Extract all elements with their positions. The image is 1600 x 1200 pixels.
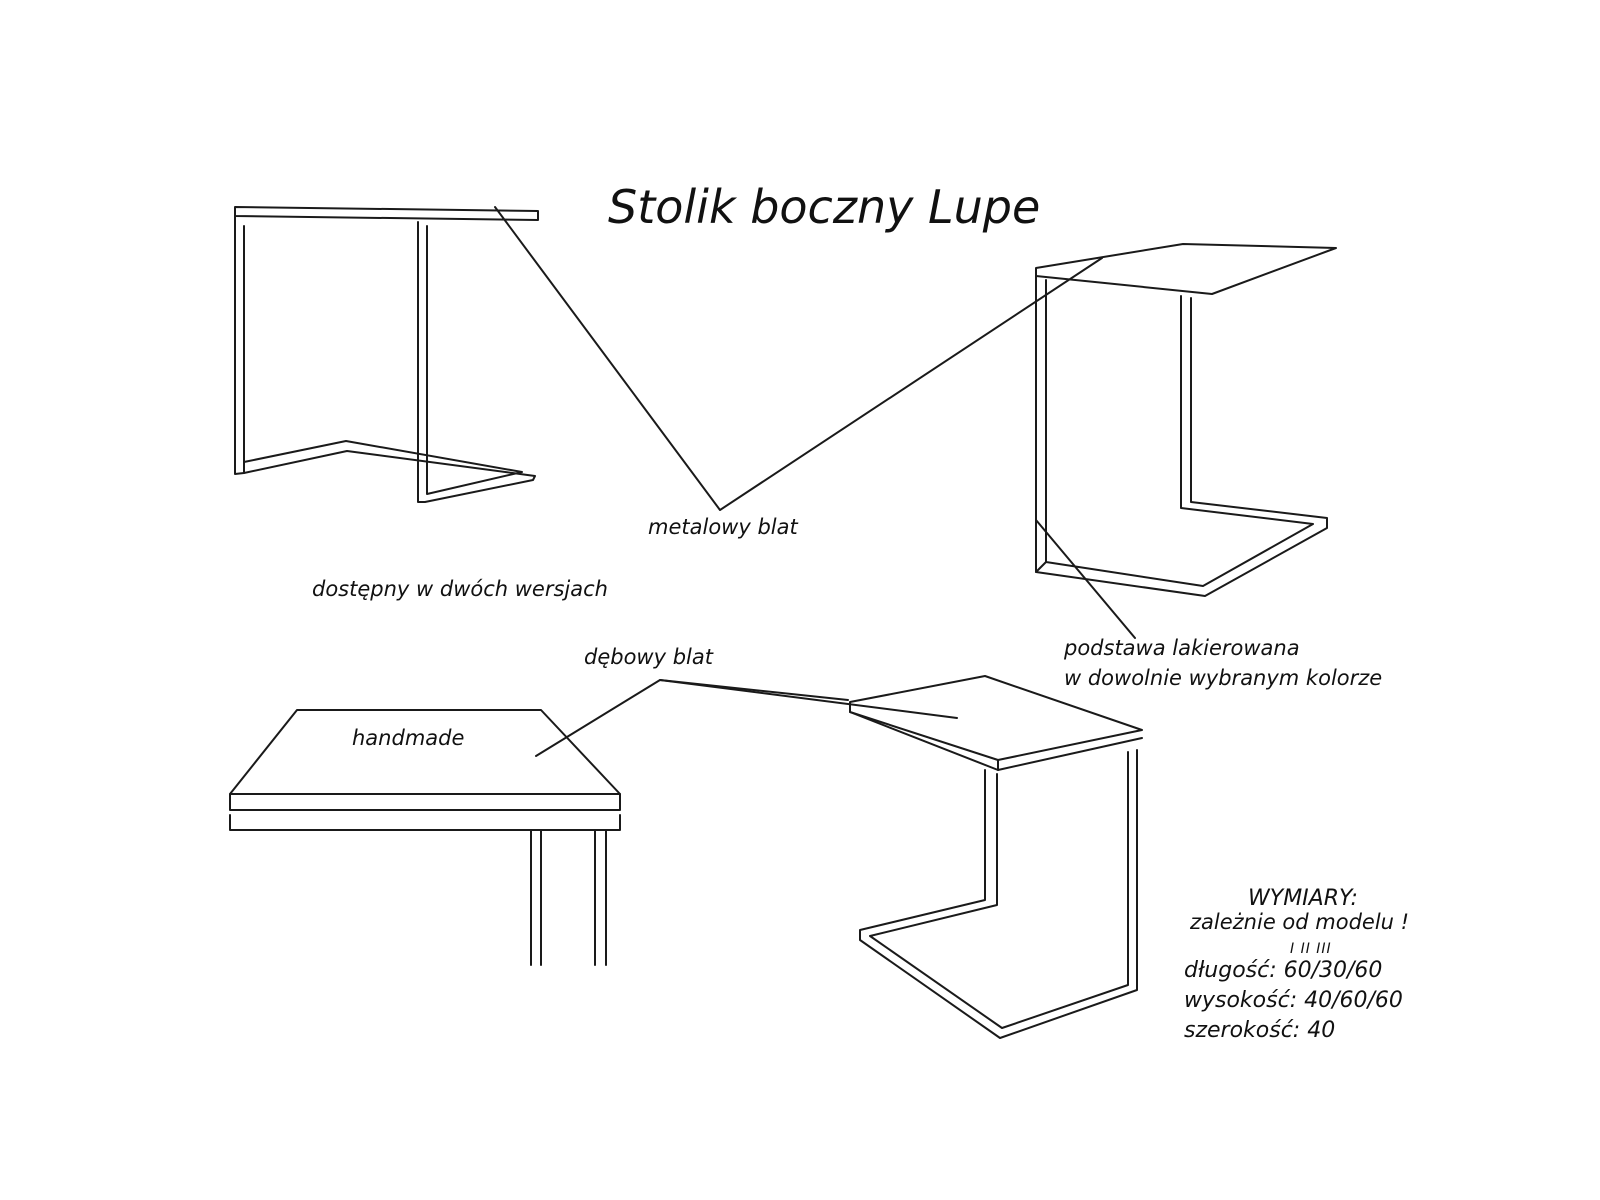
leader-lines bbox=[495, 207, 1135, 756]
dimension-height: wysokość: 40/60/60 bbox=[1184, 988, 1403, 1013]
page-title: Stolik boczny Lupe bbox=[608, 180, 1041, 234]
leader-metal-top bbox=[495, 207, 1102, 510]
dimensions-models: I II III bbox=[1290, 941, 1332, 957]
label-oak-top: dębowy blat bbox=[584, 645, 713, 669]
table-oak-c bbox=[850, 676, 1142, 1038]
label-handmade: handmade bbox=[352, 726, 465, 750]
label-two-versions: dostępny w dwóch wersjach bbox=[312, 577, 608, 601]
table-metal-front bbox=[235, 207, 538, 502]
dimensions-heading: WYMIARY: bbox=[1248, 886, 1358, 911]
leader-oak-top bbox=[536, 680, 957, 756]
leader-base bbox=[1036, 520, 1135, 638]
dimension-length: długość: 60/30/60 bbox=[1184, 958, 1383, 983]
dimension-width: szerokość: 40 bbox=[1184, 1018, 1336, 1043]
dimensions-subheading: zależnie od modelu ! bbox=[1190, 910, 1410, 934]
label-base-line2: w dowolnie wybranym kolorze bbox=[1064, 666, 1383, 690]
table-metal-c bbox=[1036, 244, 1336, 596]
label-base-line1: podstawa lakierowana bbox=[1064, 636, 1300, 660]
label-metal-top: metalowy blat bbox=[648, 515, 798, 539]
